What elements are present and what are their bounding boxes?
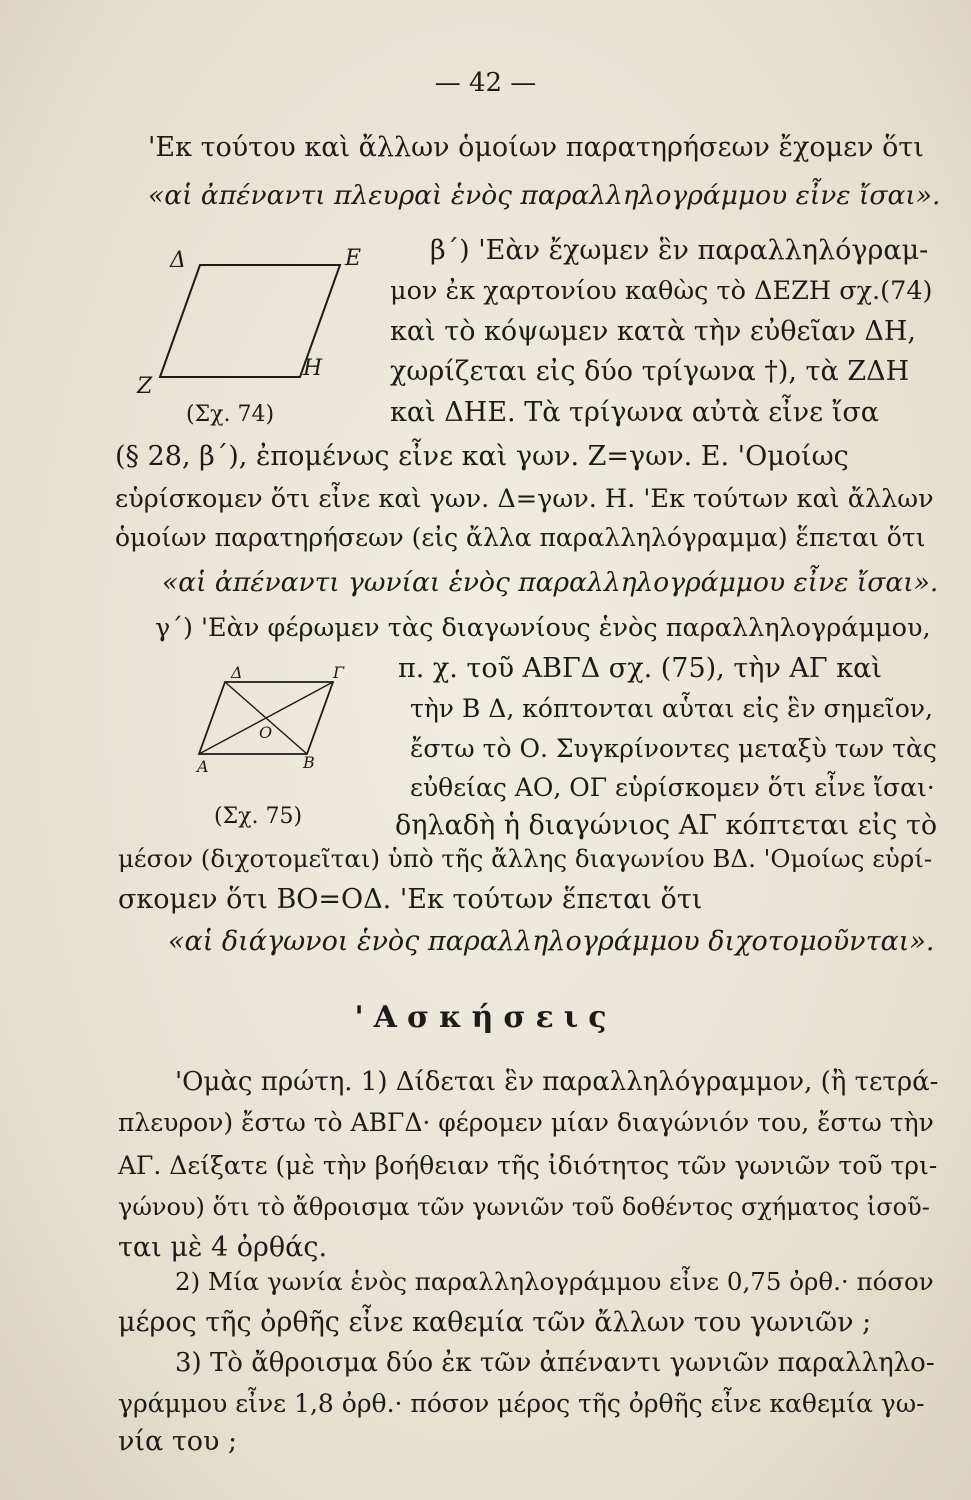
fig75-label-bottom-left: Α <box>197 757 209 776</box>
fig75-label-top-right: Γ <box>333 663 345 682</box>
fig75-label-top-left: Δ <box>231 663 243 682</box>
text-line: ὁμοίων παρατηρήσεων (εἰς ἄλλα παραλληλόγραμμα) ἕπεται ὅτι <box>115 523 926 552</box>
fig74-label-bottom-left: Ζ <box>137 374 153 399</box>
text-line: γράμμου εἶνε 1,8 ὀρθ.· πόσον μέρος τῆς ὀρθῆς εἶνε καθεμία γω- <box>118 1389 925 1418</box>
text-line: «αἱ ἀπέναντι πλευραὶ ἑνὸς παραλληλογράμμου εἶνε ἴσαι». <box>148 180 941 211</box>
text-line: μέρος τῆς ὀρθῆς εἶνε καθεμία τῶν ἄλλων του γωνιῶν ; <box>118 1307 872 1338</box>
fig74-label-top-right: Ε <box>345 246 362 271</box>
text-line: τὴν Β Δ, κόπτονται αὗται εἰς ἓν σημεῖον, <box>410 694 933 723</box>
text-line: ΑΓ. Δείξατε (μὲ τὴν βοήθειαν τῆς ἰδιότητος τῶν γωνιῶν τοῦ τρι- <box>118 1151 938 1180</box>
figure-75-parallelogram <box>195 663 345 782</box>
text-line: 3) Τὸ ἄθροισμα δύο ἐκ τῶν ἀπέναντι γωνιῶν παραλληλο- <box>175 1348 935 1378</box>
text-line: καὶ ΔΗΕ. Τὰ τρίγωνα αὐτὰ εἶνε ἴσα <box>390 397 880 428</box>
text-line: γώνου) ὅτι τὸ ἄθροισμα τῶν γωνιῶν τοῦ δοθέντος σχήματος ἰσοῦ- <box>118 1193 930 1221</box>
text-line: πλευρον) ἔστω τὸ ΑΒΓΔ· φέρομεν μίαν διαγώνιόν του, ἔστω τὴν <box>118 1108 934 1137</box>
text-line: εὑρίσκομεν ὅτι εἶνε καὶ γων. Δ=γων. Η. 'Εκ τούτων καὶ ἄλλων <box>115 484 934 514</box>
text-line: μον ἐκ χαρτονίου καθὼς τὸ ΔΕΖΗ σχ.(74) <box>390 276 933 306</box>
fig74-label-top-left: Δ <box>170 248 186 273</box>
page-number: — 42 — <box>434 68 537 98</box>
text-line: νία του ; <box>118 1426 238 1457</box>
text-line: καὶ τὸ κόψωμεν κατὰ τὴν εὐθεῖαν ΔΗ, <box>390 316 916 347</box>
text-line: ἔστω τὸ Ο. Συγκρίνοντες μεταξὺ των τὰς <box>410 734 937 763</box>
text-line: «αἱ ἀπέναντι γωνίαι ἑνὸς παραλληλογράμμου εἶνε ἴσαι». <box>162 567 939 598</box>
text-line: εὐθείας ΑΟ, ΟΓ εὑρίσκομεν ὅτι εἶνε ἴσαι· <box>410 773 935 802</box>
text-line: β΄) 'Εὰν ἔχωμεν ἓν παραλληλόγραμ- <box>430 235 929 266</box>
text-line: γ΄) 'Εὰν φέρωμεν τὰς διαγωνίους ἑνὸς παραλληλογράμμου, <box>155 613 931 643</box>
text-line: ται μὲ 4 ὀρθάς. <box>118 1232 328 1263</box>
text-line: «αἱ διάγωνοι ἑνὸς παραλληλογράμμου διχοτομοῦνται». <box>168 926 935 957</box>
figure-74-caption: (Σχ. 74) <box>186 402 275 427</box>
text-line: δηλαδὴ ἡ διαγώνιος ΑΓ κόπτεται εἰς τὸ <box>395 810 938 841</box>
exercises-heading: 'Ασκήσεις <box>354 1000 617 1035</box>
text-line: σκομεν ὅτι ΒΟ=ΟΔ. 'Εκ τούτων ἕπεται ὅτι <box>118 884 703 915</box>
text-line: 'Εκ τούτου καὶ ἄλλων ὁμοίων παρατηρήσεων ἔχομεν ὅτι <box>148 132 924 163</box>
text-line: μέσον (διχοτομεῖται) ὑπὸ τῆς ἄλλης διαγωνίου ΒΔ. 'Ομοίως εὑρί- <box>118 844 933 873</box>
figure-75-caption: (Σχ. 75) <box>214 804 303 829</box>
text-line: 2) Μία γωνία ἑνὸς παραλληλογράμμου εἶνε 0,75 ὀρθ.· πόσον <box>175 1267 934 1296</box>
text-line: (§ 28, β΄), ἐπομένως εἶνε καὶ γων. Ζ=γων. Ε. 'Ομοίως <box>115 441 849 472</box>
text-line: χωρίζεται εἰς δύο τρίγωνα †), τὰ ΖΔΗ <box>390 356 910 387</box>
fig75-label-bottom-right: Β <box>303 753 315 772</box>
text-line: 'Ομὰς πρώτη. 1) Δίδεται ἓν παραλληλόγραμμον, (ἢ τετρά- <box>175 1067 939 1097</box>
text-line: π. χ. τοῦ ΑΒΓΔ σχ. (75), τὴν ΑΓ καὶ <box>398 653 882 684</box>
fig75-label-center: Ο <box>259 723 273 742</box>
figure-74-parallelogram <box>137 245 362 415</box>
fig74-label-bottom-right: Η <box>303 356 323 381</box>
